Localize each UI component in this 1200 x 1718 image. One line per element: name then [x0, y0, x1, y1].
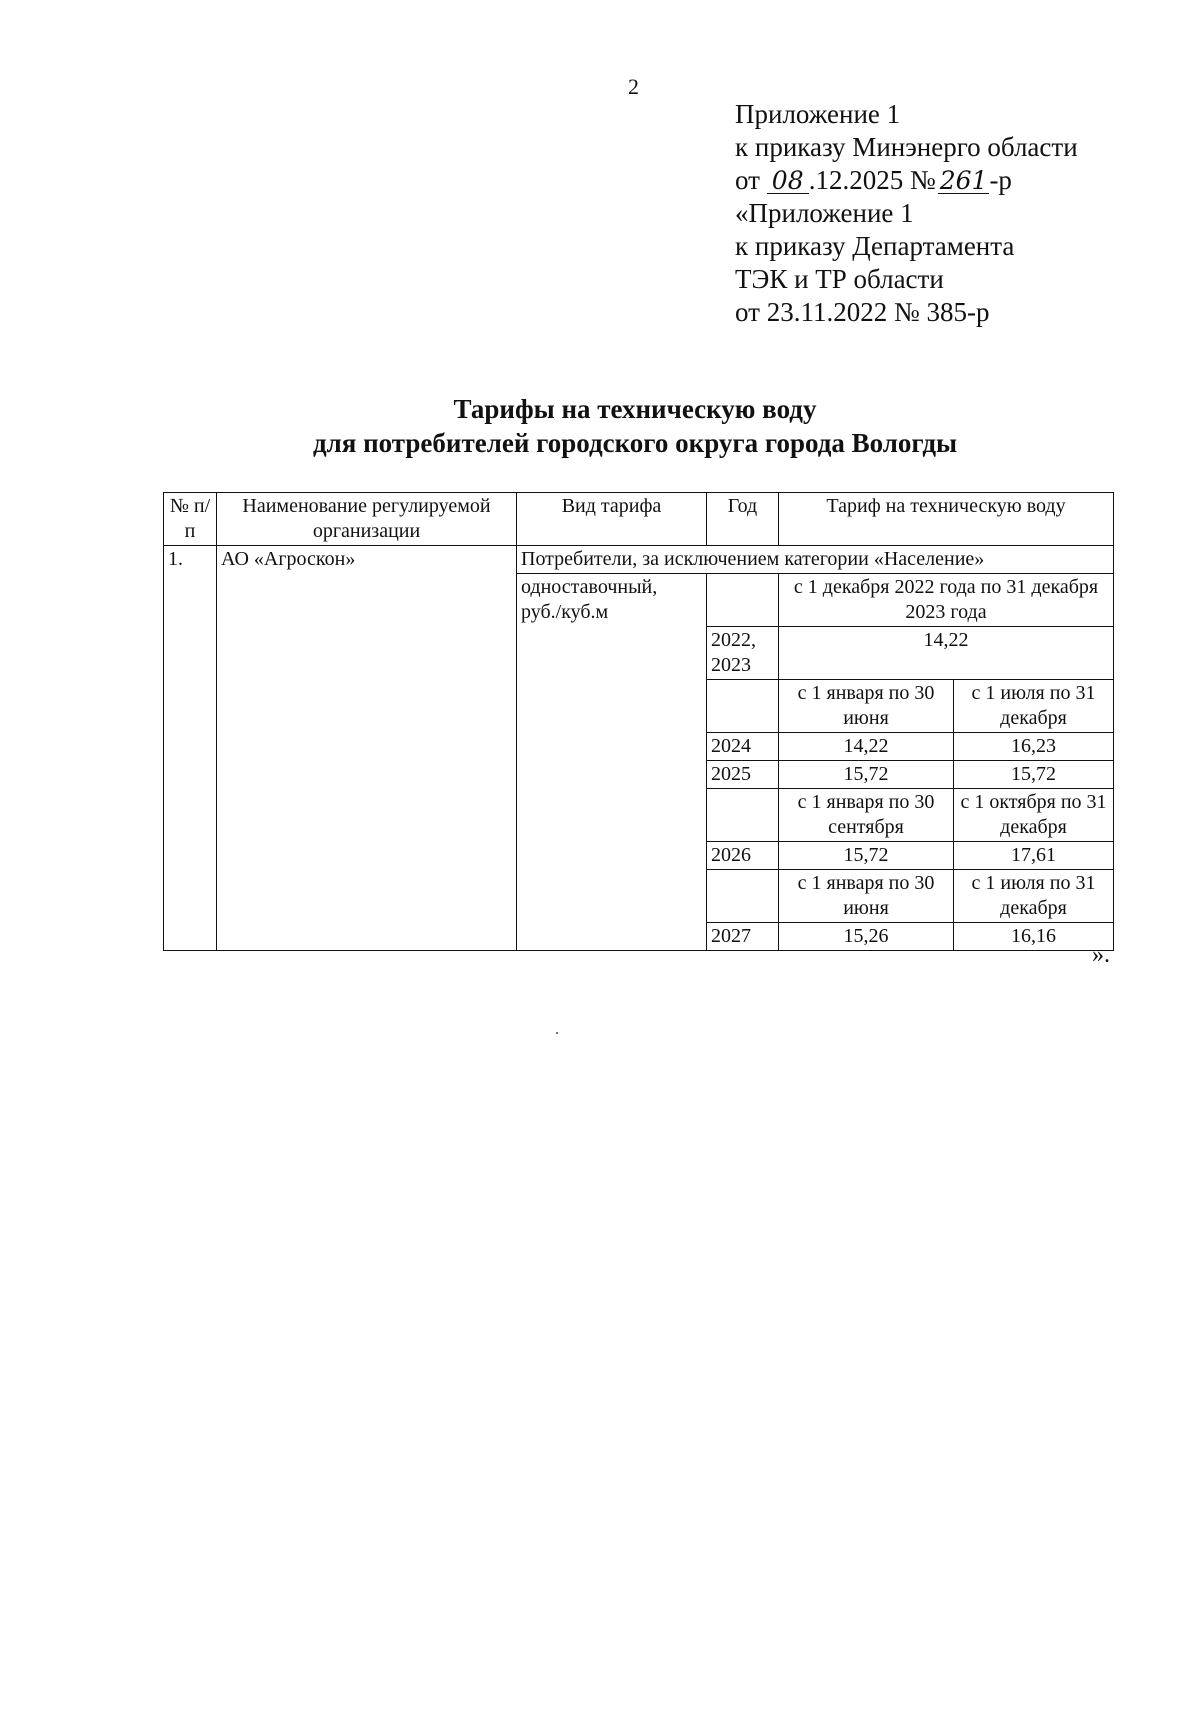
- header-year: Год: [707, 493, 779, 546]
- cell-value-2024-h1: 14,22: [779, 733, 954, 761]
- cell-part1-label: с 1 января по 30 сентября: [779, 789, 954, 842]
- cell-half1-label: с 1 января по 30 июня: [779, 680, 954, 733]
- cell-value-2025-h1: 15,72: [779, 761, 954, 789]
- header-tariff-type: Вид тарифа: [517, 493, 707, 546]
- table-row: [164, 546, 1114, 574]
- cell-year-empty: [707, 680, 779, 733]
- appendix-date-mid: .12.2025 №: [808, 165, 936, 195]
- cell-value-2022: 14,22: [779, 627, 1114, 680]
- scan-speck: [556, 1032, 558, 1034]
- cell-year-2027: 2027: [707, 923, 779, 951]
- appendix-line-6: ТЭК и ТР области: [735, 264, 944, 294]
- title-line-2: для потребителей городского округа города Вологды: [312, 428, 958, 458]
- appendix-line-1: Приложение 1: [735, 99, 901, 129]
- header-organization: Наименование регулируемой организации: [217, 493, 517, 546]
- cell-half2-label: с 1 июля по 31 декабря: [954, 680, 1114, 733]
- cell-year-2022: 2022, 2023: [707, 627, 779, 680]
- cell-year-2026: 2026: [707, 842, 779, 870]
- title-line-1: Тарифы на техническую воду: [453, 394, 817, 424]
- closing-quote-mark: ».: [1092, 942, 1110, 968]
- cell-year-empty: [707, 870, 779, 923]
- page-number: 2: [628, 74, 639, 99]
- cell-value-2026-h1: 15,72: [779, 842, 954, 870]
- appendix-line-4: «Приложение 1: [735, 198, 914, 228]
- appendix-date-prefix: от: [735, 165, 767, 195]
- appendix-line-7: от 23.11.2022 № 385-р: [735, 297, 990, 327]
- tariff-table: [163, 492, 1114, 951]
- cell-half1-label: с 1 января по 30 июня: [779, 870, 954, 923]
- header-tariff: Тариф на техническую воду: [779, 493, 1114, 546]
- appendix-line-2: к приказу Минэнерго области: [735, 132, 1078, 162]
- appendix-date-suffix: -р: [989, 165, 1012, 195]
- cell-part2-label: с 1 октября по 31 декабря: [954, 789, 1114, 842]
- cell-tariff-type: одноставочный, руб./куб.м: [517, 574, 707, 951]
- appendix-line-5: к приказу Департамента: [735, 231, 1015, 261]
- cell-organization: АО «Агроскон»: [217, 546, 517, 951]
- cell-year-2025: 2025: [707, 761, 779, 789]
- header-number: № п/п: [164, 493, 217, 546]
- document-title: [0, 392, 1200, 460]
- handwritten-day: 08: [767, 169, 809, 194]
- table-header-row: [164, 493, 1114, 546]
- cell-value-2025-h2: 15,72: [954, 761, 1114, 789]
- cell-year-empty: [707, 574, 779, 627]
- cell-consumer-category: Потребители, за исключением категории «Население»: [517, 546, 1114, 574]
- cell-half2-label: с 1 июля по 31 декабря: [954, 870, 1114, 923]
- cell-year-2024: 2024: [707, 733, 779, 761]
- handwritten-order-number: 261: [939, 166, 988, 195]
- cell-value-2027-h1: 15,26: [779, 923, 954, 951]
- cell-row-number: 1.: [164, 546, 217, 951]
- cell-year-empty: [707, 789, 779, 842]
- appendix-line-3: [735, 164, 1078, 197]
- cell-value-2027-h2: 16,16: [954, 923, 1114, 951]
- appendix-block: [735, 98, 1078, 329]
- cell-value-2024-h2: 16,23: [954, 733, 1114, 761]
- cell-period-2022: с 1 декабря 2022 года по 31 декабря 2023 года: [779, 574, 1114, 627]
- cell-value-2026-h2: 17,61: [954, 842, 1114, 870]
